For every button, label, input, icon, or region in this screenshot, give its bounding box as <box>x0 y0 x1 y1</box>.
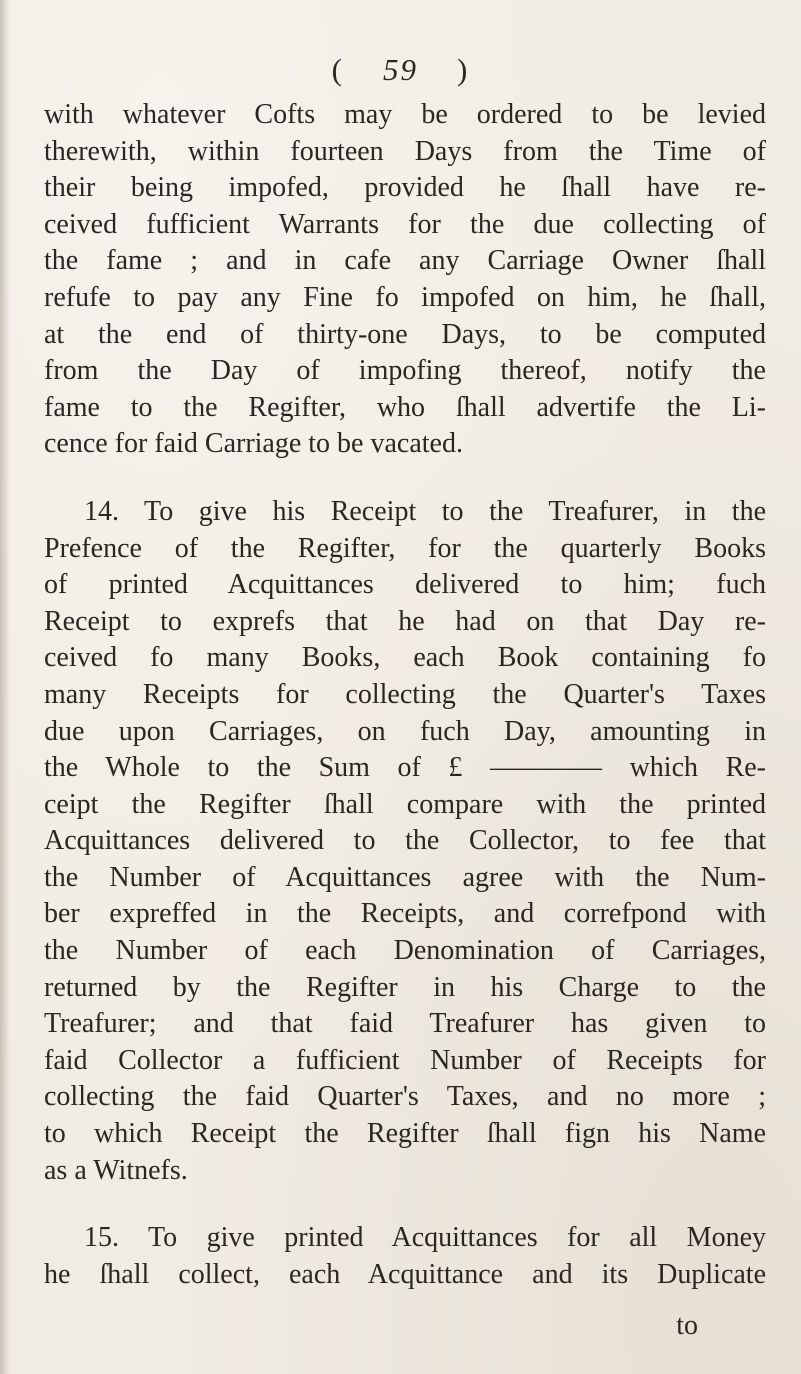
text-line: the Number of each Denomination of Carriages, <box>44 935 766 967</box>
text-line: many Receipts for collecting the Quarter's Taxes <box>44 678 766 710</box>
page-number <box>0 52 801 88</box>
text-line: their being impofed, provided he ſhall have re- <box>44 172 766 204</box>
text-line: ceipt the Regifter ſhall compare with the printed <box>44 788 766 820</box>
text-line: refufe to pay any Fine fo impofed on him, he ſhall, <box>44 281 766 313</box>
paragraph-gap <box>44 463 766 494</box>
text-line: the Whole to the Sum of £ ———— which Re- <box>44 752 766 784</box>
text-line: returned by the Regifter in his Charge to the <box>44 971 766 1003</box>
paragraph-gap <box>44 1189 766 1220</box>
text-line: the fame ; and in cafe any Carriage Owner ſhall <box>44 245 766 277</box>
text-line: the Number of Acquittances agree with the Num- <box>44 861 766 893</box>
text-line: ber expreffed in the Receipts, and correfpond with <box>44 898 766 930</box>
text-line: Receipt to exprefs that he had on that Day re- <box>44 605 766 637</box>
text-line: Acquittances delivered to the Collector, to fee that <box>44 825 766 857</box>
text-line: fame to the Regifter, who ſhall advertife the Li- <box>44 391 766 423</box>
body-text <box>44 97 766 1293</box>
text-line: collecting the faid Quarter's Taxes, and no more ; <box>44 1081 766 1113</box>
page-number-close-paren: ) <box>457 52 470 87</box>
text-line: faid Collector a fufficient Number of Receipts for <box>44 1044 766 1076</box>
page-number-value: 59 <box>383 52 418 87</box>
text-line: therewith, within fourteen Days from the Time of <box>44 135 766 167</box>
text-line: 15. To give printed Acquittances for all Money <box>84 1222 766 1254</box>
text-line: 14. To give his Receipt to the Treafurer, in the <box>84 495 766 527</box>
text-line: of printed Acquittances delivered to him; fuch <box>44 569 766 601</box>
paragraph-15 <box>44 1220 766 1293</box>
text-line: due upon Carriages, on fuch Day, amounting in <box>44 715 766 747</box>
text-line: ceived fo many Books, each Book containing fo <box>44 642 766 674</box>
paragraph-continuation <box>44 97 766 463</box>
paragraph-14 <box>44 494 766 1189</box>
text-line: ceived fufficient Warrants for the due collecting of <box>44 208 766 240</box>
text-line: from the Day of impofing thereof, notify the <box>44 355 766 387</box>
page-number-open-paren: ( <box>331 52 344 87</box>
text-line: with whatever Cofts may be ordered to be levied <box>44 99 766 130</box>
page-gutter-shadow <box>0 0 10 1374</box>
text-line: cence for faid Carriage to be vacated. <box>44 428 463 460</box>
text-line: Treafurer; and that faid Treafurer has given to <box>44 1008 766 1040</box>
text-line: at the end of thirty-one Days, to be computed <box>44 318 766 350</box>
text-line: to which Receipt the Regifter ſhall fign his Name <box>44 1118 766 1150</box>
text-line: as a Witnefs. <box>44 1154 188 1186</box>
text-line: he ſhall collect, each Acquittance and its Duplicate <box>44 1258 766 1290</box>
catchword: to <box>676 1310 698 1341</box>
text-line: Prefence of the Regifter, for the quarterly Books <box>44 532 766 564</box>
